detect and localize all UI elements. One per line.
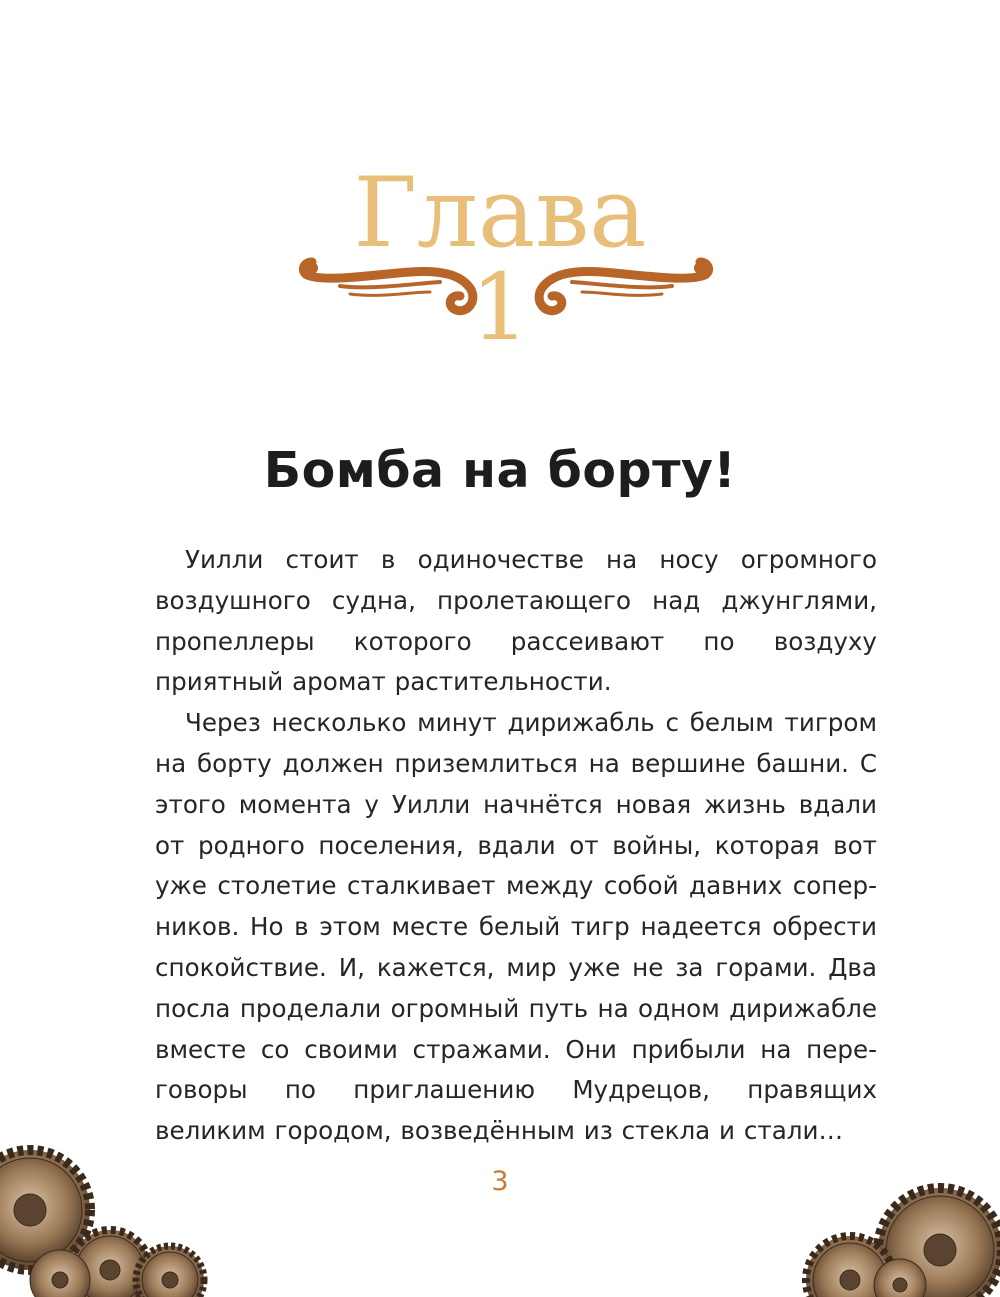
gears-right-icon: [790, 1180, 1000, 1297]
chapter-title: Бомба на борту!: [263, 442, 737, 499]
paragraph: Уилли стоит в одиночестве на носу огромного воздушного судна, пролетающего над джунглями, пропеллеры которого рассеивают по воздуху приятный аромат растительности.: [155, 545, 877, 697]
chapter-body: [155, 540, 877, 1152]
chapter-label: Глава: [353, 157, 647, 269]
gears-left-icon: [0, 1130, 230, 1297]
chapter-number: 1: [470, 254, 530, 361]
flourish-right-icon: [482, 248, 722, 338]
page-number: 3: [491, 1166, 509, 1197]
paragraph: Через несколько минут дирижабль с белым тигром на борту должен приземлиться на вершине башни. С этого момента у Уилли начнётся новая жизнь вдали от родного поселения, вдали от войны, которая вот уже столетие сталкивает между собой давних соперников. Но в этом месте белый тигр надеется обрести спокойствие. И, кажется, мир уже не за горами. Два посла проделали огромный путь на одном дирижабле вместе со своими стражами. Они прибыли на переговоры по приглашению Мудрецов, правящих великим городом, возведённым из стекла и стали…: [155, 708, 877, 1146]
